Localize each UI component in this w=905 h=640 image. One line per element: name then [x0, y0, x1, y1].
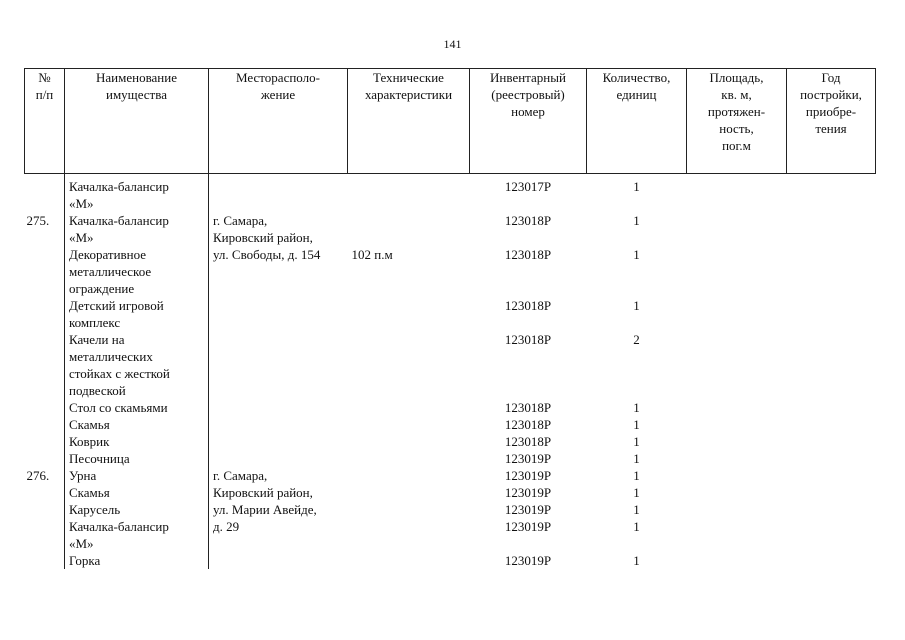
- cell-tech: [348, 331, 470, 399]
- property-table: [24, 68, 876, 569]
- cell-name: Качалка-балансир «М»: [65, 518, 209, 552]
- cell-area: [687, 484, 787, 501]
- cell-inventory: 123017Р: [504, 179, 552, 194]
- cell-location: [209, 331, 348, 399]
- table-row: [25, 416, 876, 433]
- cell-number: [25, 174, 65, 213]
- cell-area: [687, 297, 787, 331]
- cell-tech: [348, 433, 470, 450]
- cell-inventory: 123019Р: [504, 451, 552, 466]
- table-row: [25, 433, 876, 450]
- cell-number: 275.: [25, 212, 65, 246]
- cell-inventory: 123019Р: [504, 468, 552, 483]
- cell-location: д. 29: [213, 519, 240, 534]
- cell-year: [787, 484, 876, 501]
- cell-name: Скамья: [65, 416, 209, 433]
- header-name: Наименование имущества: [65, 69, 209, 174]
- cell-location: [209, 297, 348, 331]
- cell-number: [25, 450, 65, 467]
- cell-inventory: 123018Р: [504, 400, 552, 415]
- cell-location: [209, 552, 348, 569]
- cell-area: [687, 399, 787, 416]
- cell-inventory: 123019Р: [504, 485, 552, 500]
- table-row: [25, 297, 876, 331]
- cell-name: Урна: [65, 467, 209, 484]
- cell-area: [687, 416, 787, 433]
- cell-tech: [348, 484, 470, 501]
- header-location: Месторасполо- жение: [209, 69, 348, 174]
- cell-quantity: 1: [633, 247, 640, 262]
- cell-name: Карусель: [65, 501, 209, 518]
- cell-name: Детский игровой комплекс: [65, 297, 209, 331]
- cell-year: [787, 246, 876, 297]
- table-row: [25, 518, 876, 552]
- cell-area: [687, 174, 787, 213]
- cell-number: [25, 297, 65, 331]
- cell-tech: [348, 450, 470, 467]
- cell-location: [209, 450, 348, 467]
- cell-area: [687, 212, 787, 246]
- cell-number: [25, 518, 65, 552]
- cell-quantity: 1: [633, 553, 640, 568]
- cell-area: [687, 552, 787, 569]
- cell-tech: [348, 467, 470, 484]
- cell-name: Стол со скамьями: [65, 399, 209, 416]
- table-row: [25, 450, 876, 467]
- cell-year: [787, 331, 876, 399]
- cell-location: ул. Свободы, д. 154: [213, 247, 321, 262]
- cell-tech: [348, 399, 470, 416]
- cell-location: г. Самара,: [213, 468, 268, 483]
- cell-name: Песочница: [65, 450, 209, 467]
- cell-year: [787, 416, 876, 433]
- cell-tech: [348, 552, 470, 569]
- cell-quantity: 1: [633, 434, 640, 449]
- cell-area: [687, 433, 787, 450]
- cell-number: [25, 501, 65, 518]
- cell-location: ул. Марии Авейде,: [213, 502, 317, 517]
- cell-inventory: 123018Р: [504, 332, 552, 347]
- cell-year: [787, 399, 876, 416]
- cell-location: [209, 433, 348, 450]
- cell-year: [787, 450, 876, 467]
- cell-inventory: 123018Р: [504, 213, 552, 228]
- header-tech: Технические характеристики: [348, 69, 470, 174]
- property-table-container: [24, 68, 875, 569]
- cell-location: [209, 174, 348, 213]
- cell-year: [787, 174, 876, 213]
- cell-quantity: 1: [633, 213, 640, 228]
- cell-year: [787, 518, 876, 552]
- cell-year: [787, 467, 876, 484]
- table-row: [25, 331, 876, 399]
- cell-quantity: 1: [633, 468, 640, 483]
- header-quantity: Количество, единиц: [587, 69, 687, 174]
- cell-inventory: 123018Р: [504, 247, 552, 262]
- cell-area: [687, 501, 787, 518]
- cell-tech: [348, 174, 470, 213]
- table-header: [25, 69, 876, 174]
- cell-number: [25, 246, 65, 297]
- cell-number: [25, 416, 65, 433]
- cell-number: 276.: [25, 467, 65, 484]
- cell-area: [687, 331, 787, 399]
- table-row: [25, 467, 876, 484]
- cell-area: [687, 246, 787, 297]
- cell-quantity: 2: [633, 332, 640, 347]
- cell-tech: [348, 416, 470, 433]
- cell-tech: [348, 518, 470, 552]
- cell-quantity: 1: [633, 502, 640, 517]
- cell-year: [787, 212, 876, 246]
- cell-name: Коврик: [65, 433, 209, 450]
- cell-name: Горка: [65, 552, 209, 569]
- cell-inventory: 123018Р: [504, 434, 552, 449]
- cell-inventory: 123018Р: [504, 298, 552, 313]
- table-body: [25, 174, 876, 570]
- cell-year: [787, 552, 876, 569]
- table-row: [25, 399, 876, 416]
- cell-name: Декоративное металлическое ограждение: [65, 246, 209, 297]
- cell-area: [687, 450, 787, 467]
- cell-number: [25, 433, 65, 450]
- cell-name: Качалка-балансир «М»: [65, 174, 209, 213]
- cell-tech: [348, 297, 470, 331]
- cell-year: [787, 433, 876, 450]
- cell-tech: 102 п.м: [351, 247, 393, 262]
- cell-tech: [348, 501, 470, 518]
- cell-number: [25, 331, 65, 399]
- table-row: [25, 501, 876, 518]
- cell-quantity: 1: [633, 519, 640, 534]
- cell-name: Качели на металлических стойках с жесткой подвеской: [65, 331, 209, 399]
- cell-inventory: 123019Р: [504, 519, 552, 534]
- cell-area: [687, 518, 787, 552]
- cell-inventory: 123018Р: [504, 417, 552, 432]
- header-inventory: Инвентарный (реестровый) номер: [470, 69, 587, 174]
- cell-name: Качалка-балансир «М»: [65, 212, 209, 246]
- table-row: [25, 174, 876, 213]
- cell-inventory: 123019Р: [504, 553, 552, 568]
- cell-quantity: 1: [633, 400, 640, 415]
- table-row: [25, 246, 876, 297]
- header-area: Площадь, кв. м, протяжен- ность, пог.м: [687, 69, 787, 174]
- page-number: 141: [443, 37, 462, 51]
- table-row: [25, 552, 876, 569]
- cell-quantity: 1: [633, 298, 640, 313]
- cell-year: [787, 297, 876, 331]
- cell-number: [25, 552, 65, 569]
- cell-location: [209, 399, 348, 416]
- cell-number: [25, 484, 65, 501]
- cell-location: Кировский район,: [213, 485, 313, 500]
- table-row: [25, 212, 876, 246]
- cell-quantity: 1: [633, 485, 640, 500]
- header-number: № п/п: [25, 69, 65, 174]
- cell-year: [787, 501, 876, 518]
- table-row: [25, 484, 876, 501]
- cell-inventory: 123019Р: [504, 502, 552, 517]
- cell-name: Скамья: [65, 484, 209, 501]
- cell-location: [209, 416, 348, 433]
- cell-quantity: 1: [633, 179, 640, 194]
- cell-location: г. Самара, Кировский район,: [213, 213, 313, 245]
- header-row: [25, 69, 876, 174]
- cell-number: [25, 399, 65, 416]
- cell-quantity: 1: [633, 451, 640, 466]
- cell-area: [687, 467, 787, 484]
- cell-tech: [348, 212, 470, 246]
- cell-quantity: 1: [633, 417, 640, 432]
- header-year: Год постройки, приобре- тения: [787, 69, 876, 174]
